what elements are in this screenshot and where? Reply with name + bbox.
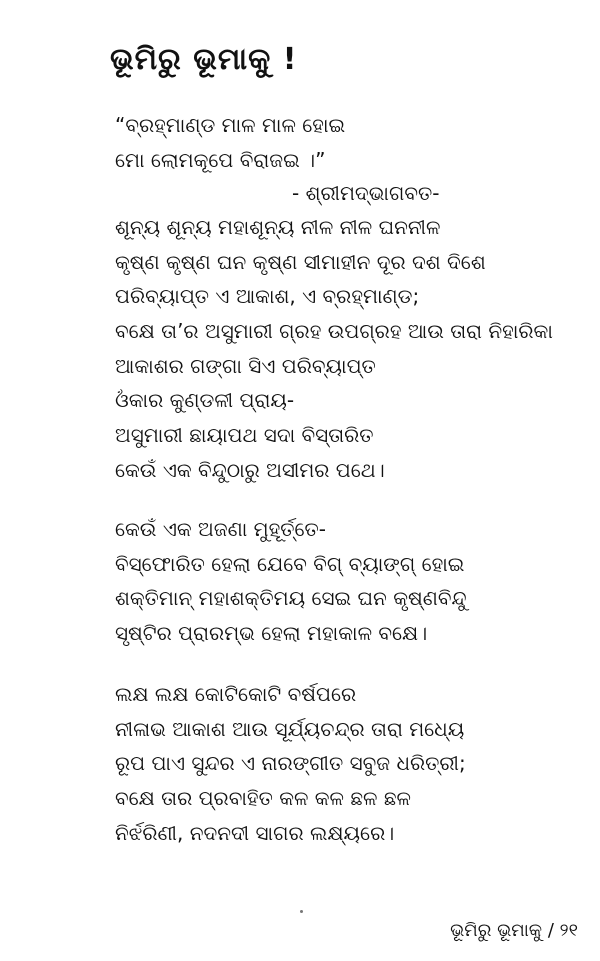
verse-line: ନିର୍ଝରିଣୀ, ନଦନଦୀ ସାଗର ଲକ୍ଷ୍ୟରେ। [115, 820, 395, 845]
verse-line: ଶକ୍ତିମାନ୍ ମହାଶକ୍ତିମୟ ସେଇ ଘନ କୃଷ୍ଣବିନ୍ଦୁ [115, 586, 467, 611]
verse-line: ଆକାଶର ଗଙ୍ଗା ସିଏ ପରିବ୍ୟାପ୍ତ [115, 353, 376, 378]
verse-line: ଲକ୍ଷ ଲକ୍ଷ କୋଟିକୋଟି ବର୍ଷପରେ [115, 682, 357, 706]
verse-line: ବିସ୍ଫୋରିତ ହେଲା ଯେବେ ବିଗ୍ ବ୍ୟାଙ୍ଗ୍ ହୋଇ [115, 551, 465, 576]
stanza-2 [115, 512, 585, 651]
verse-line: ବକ୍ଷେ ତା’ର ଅସୁମାରୀ ଗ୍ରହ ଉପଗ୍ରହ ଆଉ ତାରା ନିହାରିକା [115, 319, 553, 344]
print-speck [300, 910, 303, 913]
verse-line: କେଉଁ ଏକ ଅଜଣା ମୁହୂର୍ତ୍ତେ- [115, 517, 327, 541]
stanza-3 [115, 677, 585, 850]
verse-line: ରୂପ ପାଏ ସୁନ୍ଦର ଏ ନାରଙ୍ଗୀତ ସବୁଜ ଧରିତ୍ରୀ; [115, 751, 466, 776]
verse-line: କେଉଁ ଏକ ବିନ୍ଦୁଠାରୁ ଅସୀମର ପଥେ। [115, 457, 385, 482]
stanza-1 [115, 210, 585, 488]
running-title: ଭୂମିରୁ ଭୂମାକୁ [450, 920, 543, 941]
verse-line: ଅସୁମାରୀ ଛାୟାପଥ ସଦା ବିସ୍ତାରିତ [115, 423, 374, 448]
verse-line: ଓଁକାର କୁଣ୍ଡଳୀ ପ୍ରାୟ- [115, 388, 295, 413]
epigraph-line: “ବ୍ରହ୍ମାଣ୍ଡ ମାଳ ମାଳ ହୋଇ [115, 113, 346, 137]
epigraph-source: - ଶ୍ରୀମଦ୍‌ଭାଗବତ- [292, 181, 440, 205]
footer-separator: / [547, 920, 554, 941]
poem-title: ଭୂମିରୁ ଭୂମାକୁ ! [110, 42, 298, 77]
verse-line: କୃଷ୍ଣ କୃଷ୍ଣ ଘନ କୃଷ୍ଣ ସୀମାହୀନ ଦୂର ଦଶ ଦିଶେ [115, 249, 486, 274]
epigraph [115, 108, 585, 177]
page-footer [450, 920, 578, 941]
verse-line: ବକ୍ଷେ ତାର ପ୍ରବାହିତ କଳ କଳ ଛଳ ଛଳ [115, 786, 411, 811]
verse-line: ଶୂନ୍ୟ ଶୂନ୍ୟ ମହାଶୂନ୍ୟ ନୀଳ ନୀଳ ଘନନୀଳ [115, 215, 441, 239]
verse-line: ନୀଳାଭ ଆକାଶ ଆଉ ସୂର୍ଯ୍ୟଚନ୍ଦ୍ର ତାରା ମଧ୍ୟେ [115, 716, 465, 741]
verse-line: ପରିବ୍ୟାପ୍ତ ଏ ଆକାଶ, ଏ ବ୍ରହ୍ମାଣ୍ଡ; [115, 284, 420, 309]
page-number: ୨୧ [559, 920, 578, 941]
verse-line: ସୃଷ୍ଟିର ପ୍ରାରମ୍ଭ ହେଲା ମହାକାଳ ବକ୍ଷେ। [115, 621, 428, 646]
epigraph-line: ମୋ ଲୋମକୂପେ ବିରାଜଇ ।” [115, 147, 326, 172]
